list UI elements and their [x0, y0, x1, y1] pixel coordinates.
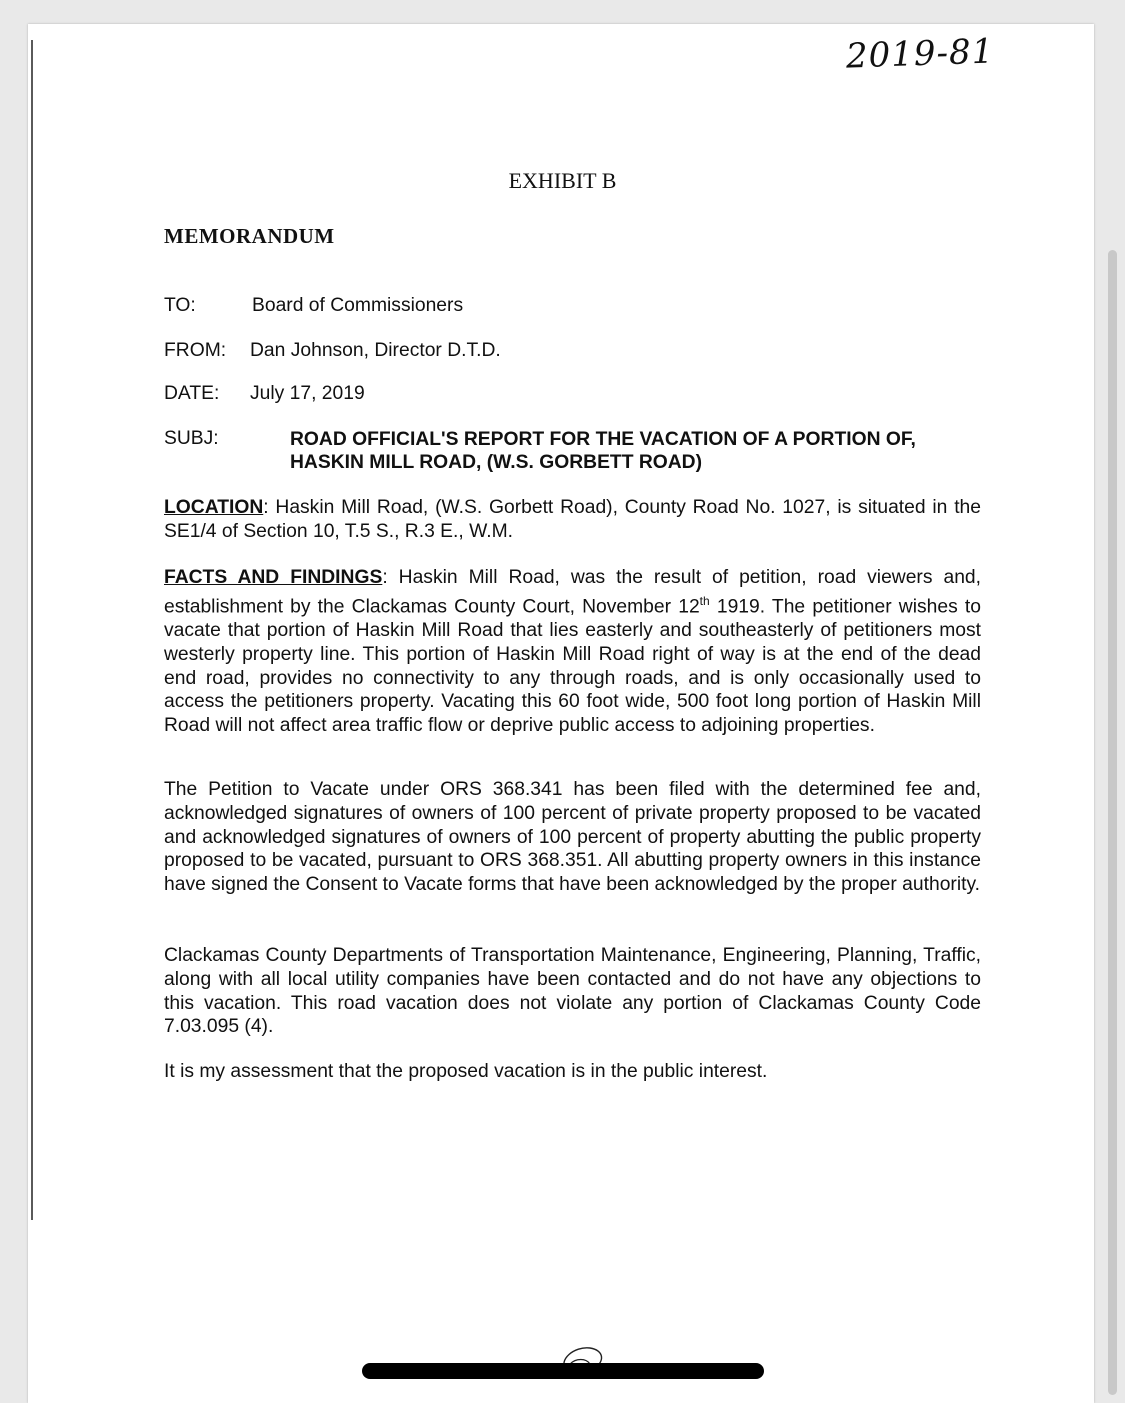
vertical-scrollbar[interactable]: [1108, 250, 1117, 1395]
departments-paragraph: Clackamas County Departments of Transportation Maintenance, Engineering, Planning, Traffic, along with all local utility companies have been contacted and do not have any objections to this vacation. This road vacation does not violate any portion of Clackamas County Code 7.03.095 (4).: [164, 945, 981, 1038]
handwritten-document-number: 2019-81: [845, 31, 995, 77]
exhibit-title: EXHIBIT B: [508, 168, 617, 193]
from-label: FROM:: [164, 340, 227, 361]
to-value: Board of Commissioners: [252, 295, 464, 316]
subject-line-1: ROAD OFFICIAL'S REPORT FOR THE VACATION OF A PORTION OF,: [290, 429, 916, 450]
assessment-paragraph: It is my assessment that the proposed vacation is in the public interest.: [164, 1061, 768, 1082]
to-label: TO:: [164, 295, 196, 316]
memo-heading: MEMORANDUM: [164, 224, 335, 248]
from-value: Dan Johnson, Director D.T.D.: [250, 340, 501, 361]
date-label: DATE:: [164, 383, 220, 404]
date-value: July 17, 2019: [250, 383, 365, 404]
scan-edge-line: [31, 40, 33, 1220]
facts-label: FACTS AND FINDINGS: [164, 567, 383, 588]
facts-text-part-1: : Haskin Mill Road, was the result of petition, road viewers and, establishment by the Clackamas County Court, November 12: [164, 567, 981, 618]
location-paragraph: [164, 496, 981, 544]
petition-paragraph: The Petition to Vacate under ORS 368.341 has been filed with the determined fee and, acknowledged signatures of owners of 100 percent of private property proposed to be vacated and acknowledged signatures of owners of 100 percent of property abutting the public property proposed to be vacated, pursuant to ORS 368.351. All abutting property owners in this instance have signed the Consent to Vacate forms that have been acknowledged by the proper authority.: [164, 779, 981, 896]
subject-line-2: HASKIN MILL ROAD, (W.S. GORBETT ROAD): [290, 452, 703, 473]
home-indicator[interactable]: [362, 1363, 764, 1379]
subject-text: [290, 428, 990, 474]
facts-paragraph: [164, 566, 981, 738]
location-label: LOCATION: [164, 497, 264, 518]
facts-text-part-2: 1919. The petitioner wishes to vacate that portion of Haskin Mill Road that lies easterly and southeasterly of petitioners most westerly property line. This portion of Haskin Mill Road right of way is at the end of the dead end road, provides no connectivity to any through roads, and is only occasionally used to access the petitioners property. Vacating this 60 foot wide, 500 foot long portion of Haskin Mill Road will not affect area traffic flow or deprive public access to adjoining properties.: [164, 596, 981, 737]
location-text: : Haskin Mill Road, (W.S. Gorbett Road), County Road No. 1027, is situated in the SE1/4 of Section 10, T.5 S., R.3 E., W.M.: [164, 497, 981, 542]
subj-label: SUBJ:: [164, 428, 219, 449]
facts-superscript: th: [699, 593, 710, 608]
